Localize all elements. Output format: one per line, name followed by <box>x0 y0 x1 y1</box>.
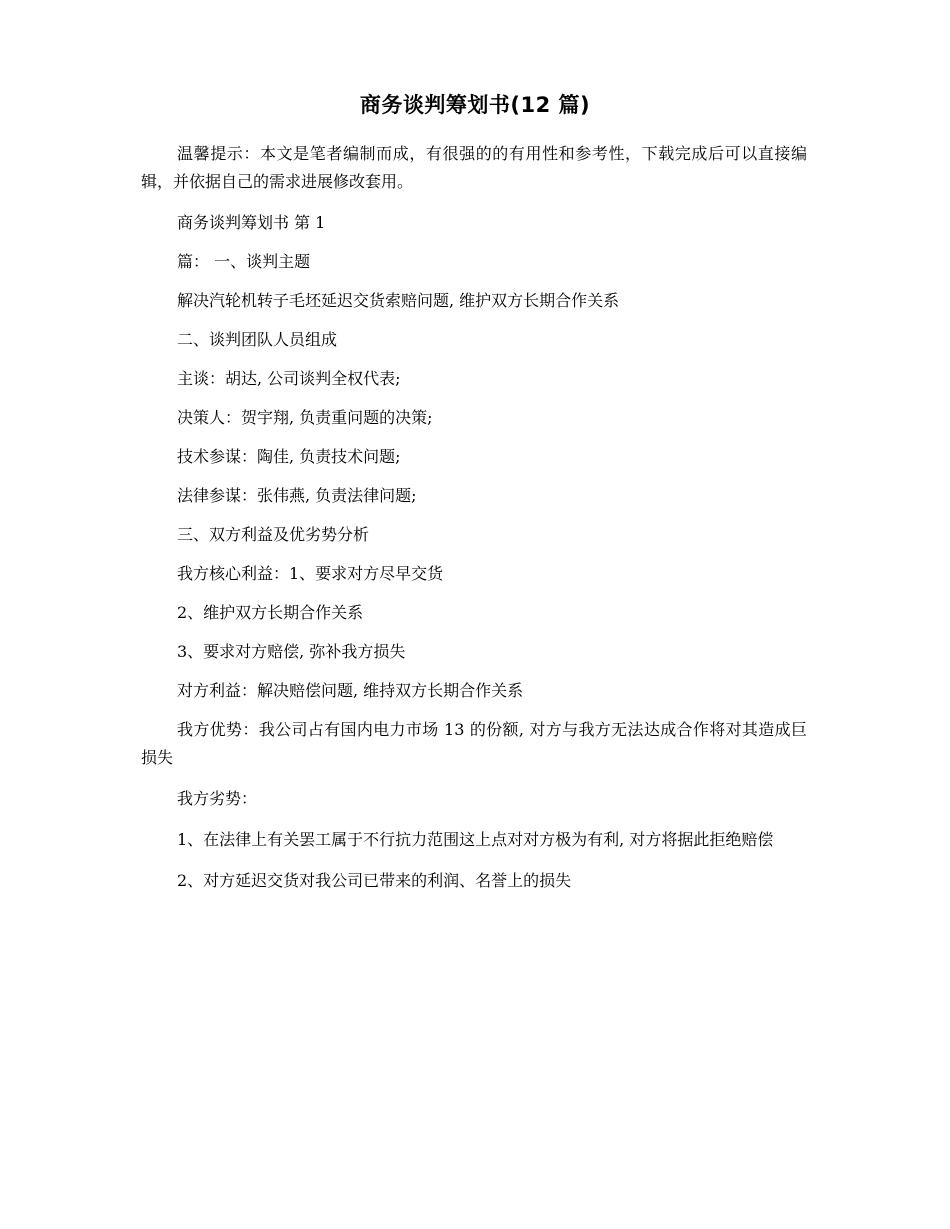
topic-paragraph: 解决汽轮机转子毛坯延迟交货索赔问题, 维护双方长期合作关系 <box>177 291 620 310</box>
our-disadvantage-2: 2、对方延迟交货对我公司已带来的利润、名誉上的损失 <box>177 871 572 890</box>
analysis-heading: 三、双方利益及优劣势分析 <box>177 525 370 544</box>
team-member-decider: 决策人：贺宇翔, 负责重问题的决策; <box>177 408 433 427</box>
team-member-legal: 法律参谋：张伟燕, 负责法律问题; <box>177 486 417 505</box>
our-interest-2: 2、维护双方长期合作关系 <box>177 603 364 622</box>
section-heading-part: 商务谈判筹划书 第 1 <box>177 213 326 232</box>
document-title: 商务谈判筹划书(12 篇) <box>359 93 591 117</box>
our-disadvantage-heading: 我方劣势： <box>177 789 258 808</box>
our-advantage: 我方优势：我公司占有国内电力市场 13 的份额, 对方与我方无法达成合作将对其造成巨损失 <box>141 720 807 767</box>
team-member-tech: 技术参谋：陶佳, 负责技术问题; <box>177 447 401 466</box>
our-core-interest: 我方核心利益：1、要求对方尽早交货 <box>177 564 444 583</box>
tip-paragraph: 温馨提示：本文是笔者编制而成，有很强的的有用性和参考性，下载完成后可以直接编辑，并依据自己的需求进展修改套用。 <box>141 144 807 191</box>
section-heading-topic: 篇： 一、谈判主题 <box>177 252 311 271</box>
document-body <box>141 140 807 908</box>
our-interest-3: 3、要求对方赔偿, 弥补我方损失 <box>177 642 406 661</box>
our-disadvantage-1: 1、在法律上有关罢工属于不行抗力范围这上点对对方极为有利, 对方将据此拒绝赔偿 <box>177 830 774 849</box>
team-heading: 二、谈判团队人员组成 <box>177 330 338 349</box>
team-member-lead: 主谈：胡达, 公司谈判全权代表; <box>177 369 401 388</box>
their-interest: 对方利益：解决赔偿问题, 维持双方长期合作关系 <box>177 681 524 700</box>
